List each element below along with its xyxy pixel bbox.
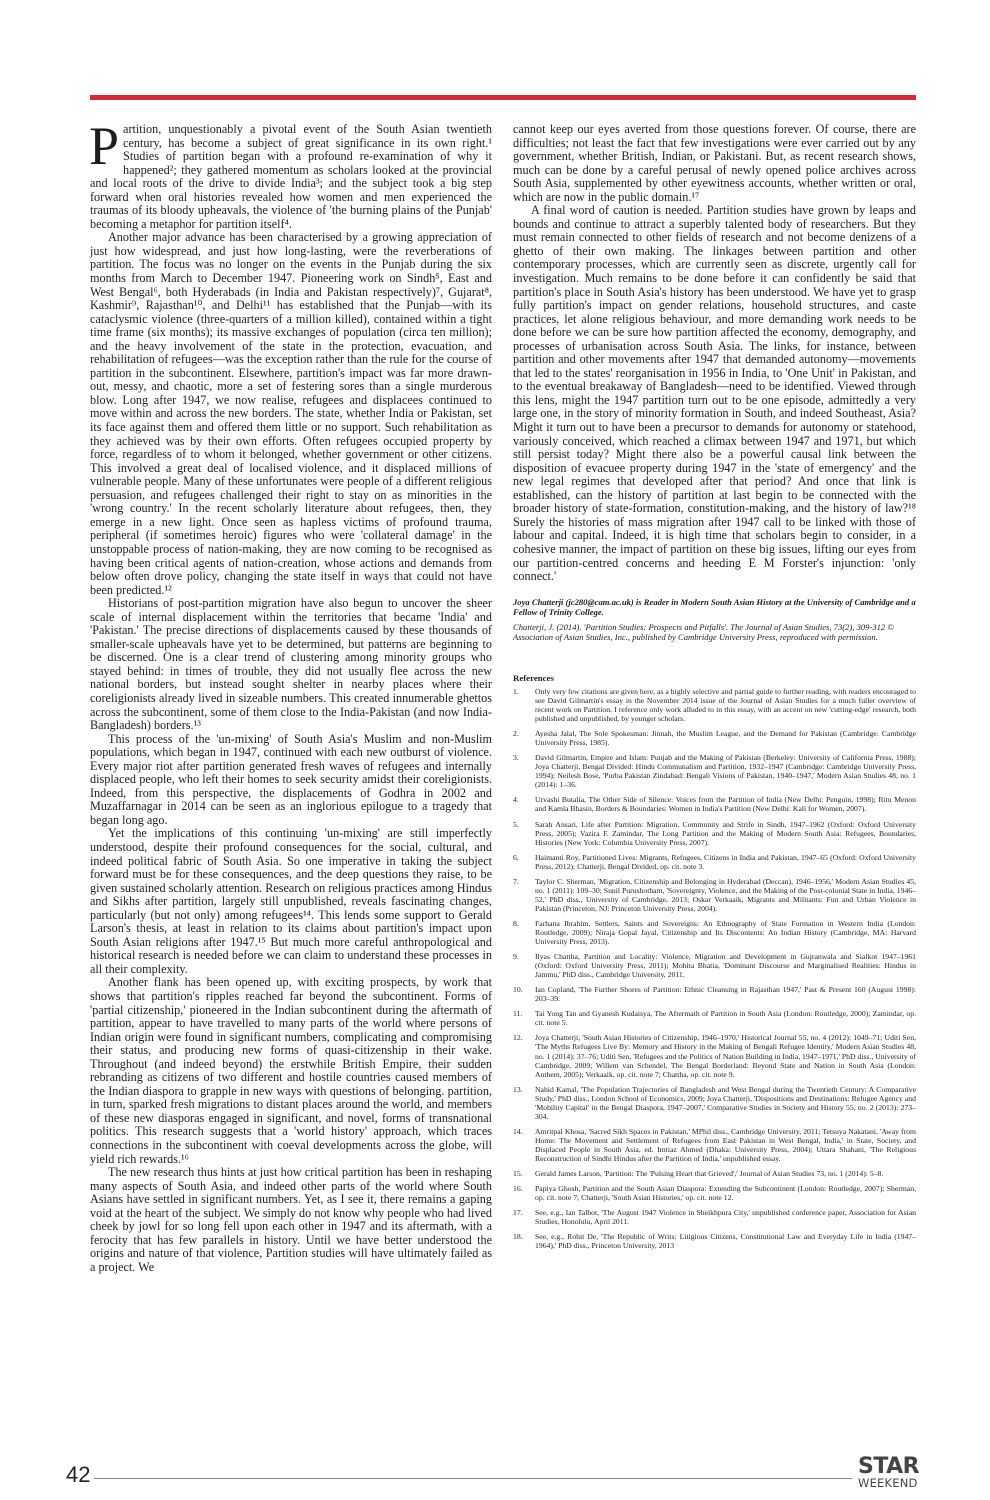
reference-number: 18. bbox=[513, 1232, 523, 1242]
reference-item bbox=[513, 687, 916, 723]
author-bio: Joya Chatterji (jc280@cam.ac.uk) is Reader in Modern South Asian History at the University of Cambridge and a Fellow of Trinity College. bbox=[513, 596, 916, 618]
reference-number: 16. bbox=[513, 1184, 523, 1194]
reference-text: Urvashi Butalia, The Other Side of Silence: Voices from the Partition of India (New Delhi: Penguin, 1998); Ritu Menon and Kamla Bhasin, Borders & Boundaries: Women in India's Partition (New Delhi: Kali for Women, 2007). bbox=[535, 795, 916, 814]
drop-cap: P bbox=[89, 116, 120, 176]
reference-number: 13. bbox=[513, 1084, 523, 1094]
reference-number: 2. bbox=[513, 729, 519, 739]
article-paragraph: A final word of caution is needed. Partition studies have grown by leaps and bounds and continue to attract a superbly talented body of researchers. But they must remain connected to other fields of research and not become denizens of a ghetto of their own making. The linkages between partition and other contemporary processes, which are currently seen as discrete, urgently call for investigation. Much remains to be done before it can confidently be said that partition's place in South Asia's history has been understood. We have yet to grasp fully partition's impact on gender relations, household structures, and caste practices, let alone religious behaviour, and more demanding work needs to be done before we can be sure how partition affected the economy, demography, and processes of urbanisation across South Asia. The links, for instance, between partition and other movements after 1947 that demanded autonomy—movements that led to the states' reorganisation in 1956 in India, to 'One Unit' in Pakistan, and to the eventual breakaway of Bangladesh—need to be identified. Viewed through this lens, might the 1947 partition turn out to be one episode, admittedly a very large one, in the story of minority formation in South, and indeed Southeast, Asia? Might it turn out to have been a precursor to demands for autonomy or statehood, variously conceived, which reached a climax between 1947 and 1971, but which still persist today? Might there also be a powerful causal link between the disposition of evacuee property during 1947 in the 'state of emergency' and the new legal regimes that developed after that period? And once that link is established, can the history of partition at last begin to be connected with the broader history of state-formation, constitution-making, and the history of law?¹⁸ Surely the histories of mass migration after 1947 call to be linked with those of labour and capital. Indeed, it is high time that scholars begin to consider, in a cohesive manner, the impact of partition on these big issues, lifting our eyes from our partition-centred concerns and heeding E M Forster's injunction: 'only connect.' bbox=[513, 203, 916, 584]
reference-number: 11. bbox=[513, 1009, 523, 1019]
article-paragraph: This process of the 'un-mixing' of South Asia's Muslim and non-Muslim populations, which began in 1947, continued with each new outburst of violence. Every major riot after partition generated fresh waves of refugees and internally displaced people, who left their homes to seek security amidst their coreligionists. Indeed, from this perspective, the displacements of Godhra in 2002 and Muzaffarnagar in 2014 can be seen as an inglorious epilogue to a tragedy that began long ago. bbox=[90, 731, 492, 827]
reference-item bbox=[513, 729, 916, 747]
logo-weekend-text: WEEKEND bbox=[858, 1476, 918, 1490]
reference-text: Nahid Kamal, 'The Population Trajectories of Bangladesh and West Bengal during the Twentieth Century: A Comparative Study,' PhD diss., London School of Economics, 2009; Joya Chatterji, 'Dispositions and Destinations: Refugee Agency and 'Mobility Capital' in the Bengal Diaspora, 1947–2007,' Comparative Studies in Society and History 55, no. 2 (2013): 273–304. bbox=[535, 1084, 916, 1121]
article-left-column bbox=[89, 116, 492, 1274]
reference-text: Ayesha Jalal, The Sole Spokesman: Jinnah, the Muslim League, and the Demand for Pakistan (Cambridge: Cambridge University Press, 1985). bbox=[535, 729, 916, 748]
article-paragraph: Partition, unquestionably a pivotal event of the South Asian twentieth century, has become a subject of great significance in its own right.¹ Studies of partition began with a profound re-examination of why it happened²; they gathered momentum as scholars looked at the provincial and local roots of the drive to divide India³; and the subject took a big step forward when oral histories revealed how women and men experienced the traumas of its bloody upheavals, the violence of 'the burning plains of the Punjab' becoming a metaphor for partition itself⁴. bbox=[89, 116, 492, 231]
reference-number: 17. bbox=[513, 1208, 523, 1218]
reference-number: 14. bbox=[513, 1126, 523, 1136]
page-number: 42 bbox=[66, 1462, 91, 1487]
reference-number: 5. bbox=[513, 819, 519, 829]
references-heading: References bbox=[513, 672, 554, 683]
article-paragraph: Another major advance has been characterised by a growing appreciation of just how widespread, and just how long-lasting, were the reverberations of partition. The focus was no longer on the events in the Punjab during the six months from March to December 1947. Pioneering work on Sindh⁵, East and West Bengal⁶, both Hyderabads (in India and Pakistan respectively)⁷, Gujarat⁸, Kashmir⁹, Rajasthan¹⁰, and Delhi¹¹ has established that the Punjab—with its cataclysmic violence (three-quarters of a million killed), contained within a tight time frame (six months); its massive exchanges of population (circa ten million); and the heavy involvement of the state in the protection, evacuation, and rehabilitation of refugees—was the exception rather than the rule for the course of partition in the subcontinent. Elsewhere, partition's impact was far more drawn-out, messy, and chaotic, more a set of festering sores than a single murderous blow. Long after 1947, we now realise, refugees and displacees continued to move within and across the new borders. The state, whether India or Pakistan, set its face against them and offered them little or no support. Such rehabilitation as they achieved was by their own efforts. Often refugees occupied property by force, regardless of to whom it belonged, whether government or other citizens. This involved a great deal of localised violence, and it displaced millions of vulnerable people. Many of these unfortunates were people of a different religious persuasion, and refugees challenged their right to stay on as minorities in the 'wrong country.' In the recent scholarly literature about refugees, then, they emerge in a new light. Once seen as hapless victims of profound trauma, peripheral (if sometimes heroic) figures who were 'collateral damage' in the unstoppable process of nation-making, they are now coming to be recognised as having been critical agents of nation-creation, whose actions and demands from below often drove policy, changing the state itself in ways that could not have been predicted.¹² bbox=[90, 230, 492, 597]
reference-item bbox=[513, 877, 916, 913]
reference-text: Joya Chatterji, 'South Asian Histories of Citizenship, 1946–1970,' Historical Journal 55, no. 4 (2012): 1049–71; Uditi Sen, 'The Myths Refugees Live By: Memory and History in the Making of Bengali Refugee Identity,' Modern Asian Studies 48, no. 1 (2014): 37–76; Uditi Sen, 'Refugees and the Politics of Nation Building in India, 1947–1971,' PhD diss., University of Cambridge, 2009; Willem van Schendel, The Bengal Borderland: Beyond State and Nation in South Asia (London: Anthem, 2005); Verkaaik, op. cit. note 7; Chattha, op. cit. note 9. bbox=[535, 1033, 916, 1079]
reference-number: 8. bbox=[513, 918, 519, 928]
logo-star-text: STAR bbox=[858, 1454, 920, 1479]
reference-text: Papiya Ghosh, Partition and the South Asian Diaspora: Extending the Subcontinent (London: Routledge, 2007); Sherman, op. cit. note 7; Chatterji, 'South Asian Histories,' op. cit. note 12. bbox=[535, 1184, 916, 1203]
reference-item bbox=[513, 919, 916, 946]
reference-number: 3. bbox=[513, 753, 519, 763]
reference-text: Sarah Ansari, Life after Partition: Migration, Community and Strife in Sindh, 1947–1962 (Oxford: Oxford University Press, 2005); Vazira F. Zamindar, The Long Partition and the Making of Modern South Asia: Refugees, Boundaries, Histories (New York: Columbia University Press, 2007). bbox=[535, 819, 916, 847]
reference-item bbox=[513, 820, 916, 847]
source-credit: Chatterji, J. (2014). 'Partition Studies: Prospects and Pitfalls'. The Journal of Asian Studies, 73(2), 309-312 © Association of Asian Studies, Inc., published by Cambridge University Press, reproduced with permission. bbox=[513, 621, 894, 643]
reference-item bbox=[513, 753, 916, 789]
reference-text: Ian Copland, 'The Further Shores of Partition: Ethnic Cleansing in Rajasthan 1947,' Past & Present 160 (August 1998): 203–39. bbox=[535, 985, 916, 1004]
article-paragraph: cannot keep our eyes averted from those questions forever. Of course, there are difficulties; not least the fact that few investigations were ever carried out by any government, whether British, Indian, or Pakistani. But, as recent research shows, much can be done by a careful perusal of newly opened police archives across South Asia, supplemented by other eyewitness accounts, whether written or oral, which are now in the public domain.¹⁷ bbox=[513, 122, 916, 204]
reference-item bbox=[513, 1033, 916, 1078]
article-continuation bbox=[513, 123, 916, 584]
reference-text: See, e.g., Rohit De, 'The Republic of Writs: Litigious Citizens, Constitutional Law and Everyday Life in India (1947–1964),' PhD diss., Princeton University, 2013 bbox=[535, 1232, 916, 1251]
reference-item bbox=[513, 1085, 916, 1121]
reference-number: 9. bbox=[513, 952, 519, 962]
top-accent-rule bbox=[90, 95, 916, 100]
reference-text: See, e.g., Ian Talbot, 'The August 1947 Violence in Sheikhpura City,' unpublished conference paper, Association for Asian Studies, Honolulu, April 2011. bbox=[535, 1208, 916, 1227]
reference-number: 7. bbox=[513, 876, 519, 886]
article-paragraph: The new research thus hints at just how critical partition has been in reshaping many aspects of South Asia, and indeed other parts of the world where South Asians have settled in significant numbers. Yet, as I see it, there remains a gaping void at the heart of the subject. We simply do not know why people who had lived cheek by jowl for so long fell upon each other in 1947 and its aftermath, with a ferocity that has few parallels in history. Until we have better understood the origins and nature of that violence, Partition studies will have ultimately failed as a project. We bbox=[90, 1165, 492, 1274]
reference-number: 10. bbox=[513, 985, 523, 995]
reference-item bbox=[513, 1169, 916, 1178]
reference-item bbox=[513, 952, 916, 979]
reference-item bbox=[513, 985, 916, 1003]
reference-text: Tai Yong Tan and Gyanesh Kudaisya, The Aftermath of Partition in South Asia (London: Routledge, 2000); Zamindar, op. cit. note 5. bbox=[535, 1009, 916, 1028]
reference-text: Amritpal Khosa, 'Sacred Sikh Spaces in Pakistan,' MPhil diss., Cambridge University, 2011; Tetsuya Nakatani, 'Away from Home: The Movement and Settlement of Refugees from East Pakistan in West Bengal, India,' in State, Society, and Displaced People in South Asia, ed. Imtiaz Ahmed (Dhaka: University Press, 2004); Uttara Shahani, 'The Religious Reconstruction of Sindhi Hindus after the Partition of India,' unpublished essay. bbox=[535, 1126, 916, 1163]
article-right-column bbox=[513, 123, 916, 1256]
article-paragraph: Yet the implications of this continuing 'un-mixing' are still imperfectly understood, despite their profound consequences for the social, cultural, and indeed political fabric of South Asia. So one imperative in taking the subject forward must be for these consequences, and the deep questions they raise, to be given sustained scholarly attention. Research on religious practices among Hindus and Sikhs after partition, largely still unpublished, reveals fascinating changes, particularly (but not only) among refugees¹⁴. This lends some support to Gerald Larson's thesis, at least in relation to its claims about partition's impact upon South Asian religions after 1947.¹⁵ But much more careful anthropological and historical research is needed before we can claim to understand these processes in all their complexity. bbox=[90, 826, 492, 976]
reference-item bbox=[513, 853, 916, 871]
publication-logo bbox=[858, 1456, 918, 1489]
reference-text: Taylor C. Sherman, 'Migration, Citizenship and Belonging in Hyderabad (Deccan), 1946–1956,' Modern Asian Studies 45, no. 1 (2011): 109–30; Sunil Purushotham, 'Sovereignty, Violence, and the Making of the Post-colonial State in India, 1946–52,' PhD diss., University of Cambridge, 2013; Oskar Verkaaik, Migrants and Militants: Fun and Urban Violence in Pakistan (Princeton, NJ: Princeton University Press, 2004). bbox=[535, 876, 916, 913]
footer-rule bbox=[94, 1478, 852, 1479]
article-paragraph: Another flank has been opened up, with exciting prospects, by work that shows that partition's ripples reached far beyond the subcontinent. Forms of 'partial citizenship,' pioneered in the Indian subcontinent during the aftermath of partition, appear to have travelled to many parts of the world where persons of Indian origin were found in significant numbers, complicating and compromising their status, and producing new forms of quasi-citizenship in their wake. Throughout (and indeed beyond) the erstwhile British Empire, their sudden rebranding as citizens of two different and hostile countries caused members of the Indian diaspora to grapple in new ways with questions of belonging. partition, in turn, sparked fresh migrations to distant places around the world, and members of these new diasporas engaged in significant, and novel, forms of transnational politics. This research suggests that a 'world history' approach, which traces connections in the subcontinent with coeval developments across the globe, will yield rich rewards.¹⁶ bbox=[90, 975, 492, 1166]
reference-number: 6. bbox=[513, 852, 519, 862]
reference-item bbox=[513, 1184, 916, 1202]
references-list bbox=[513, 687, 916, 1250]
reference-number: 1. bbox=[513, 686, 519, 696]
reference-text: Farhana Ibrahim, Settlers, Saints and Sovereigns: An Ethnography of State Formation in Western India (London: Routledge, 2009); Niraja Gopal Jayal, Citizenship and Its Discontents: An Indian History (Cambridge, MA: Harvard University Press, 2013). bbox=[535, 918, 916, 947]
reference-text: Only very few citations are given here, as a highly selective and partial guide to further reading, with readers encouraged to see David Gilmartin's essay in the November 2014 issue of the Journal of Asian Studies for a much fuller overview of recent work on Partition. I reference only work alluded to in this essay, with an accent on new 'cutting-edge' research, both published and unpublished, by younger scholars. bbox=[535, 686, 916, 724]
reference-item bbox=[513, 1127, 916, 1163]
reference-number: 4. bbox=[513, 795, 519, 805]
reference-item bbox=[513, 1208, 916, 1226]
reference-item bbox=[513, 1232, 916, 1250]
reference-text: David Gilmartin, Empire and Islam: Punjab and the Making of Pakistan (Berkeley: University of California Press, 1988); Joya Chatterji, Bengal Divided: Hindu Communalism and Partition, 1932–1947 (Cambridge: Cambridge University Press, 1994); Neilesh Bose, 'Purba Pakistan Zindabad: Bengali Visions of Pakistan, 1940–1947,' Modern Asian Studies 48, no. 1 (2014): 1–36. bbox=[535, 753, 916, 790]
reference-text: Haimanti Roy, Partitioned Lives: Migrants, Refugees, Citizens in India and Pakistan, 1947–65 (Oxford: Oxford University Press, 2012); Chatterji, Bengal Divided, op. cit. note 3. bbox=[535, 852, 916, 871]
reference-item bbox=[513, 1009, 916, 1027]
reference-number: 15. bbox=[513, 1169, 523, 1179]
reference-item bbox=[513, 795, 916, 813]
reference-text: Ilyas Chattha, Partition and Locality: Violence, Migration and Development in Gujranwala and Sialkot 1947–1961 (Oxford: Oxford University Press, 2011); Mohita Bhatia, 'Dominant Discourse and Marginalised Realities: Hindus in Jammu,' PhD diss., Cambridge University, 2011. bbox=[535, 952, 916, 980]
reference-text: Gerald James Larson, 'Partition: The 'Pulsing Heart that Grieved',' Journal of Asian Studies 73, no. 1 (2014): 5–8. bbox=[535, 1169, 884, 1179]
article-paragraph: Historians of post-partition migration have also begun to uncover the sheer scale of internal displacement within the territories that became 'India' and 'Pakistan.' The precise directions of displacements caused by these thousands of smaller-scale upheavals have yet to be determined, but patterns are beginning to be discerned. One is a clear trend of clustering among minority groups who stayed behind: in times of trouble, they did not usually flee across the new national borders, but instead sought shelter in nearby places where their coreligionists already lived in sizeable numbers. This created innumerable ghettos across the subcontinent, some of them close to the India-Pakistan (and now India-Bangladesh) borders.¹³ bbox=[90, 596, 492, 733]
reference-number: 12. bbox=[513, 1033, 523, 1043]
